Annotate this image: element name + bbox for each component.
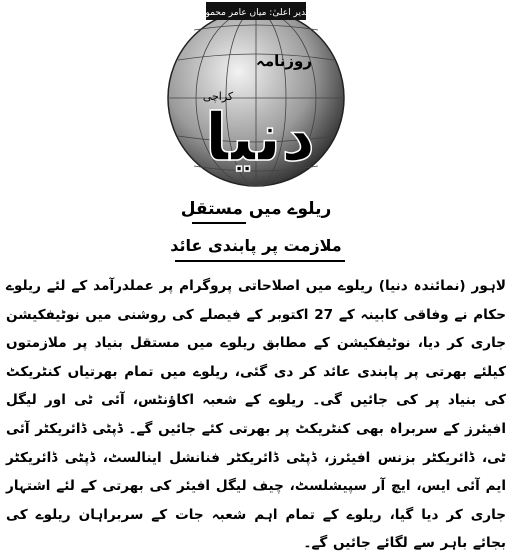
- headline-line-1: ریلوے میں مستقل: [180, 199, 332, 219]
- article-body: [6, 272, 506, 558]
- masthead-newspaper-name: دنیا: [204, 99, 316, 176]
- masthead-city-text: کراچی: [202, 90, 234, 103]
- headline-underline-1: [192, 222, 246, 224]
- headline-underline-2: [175, 260, 345, 262]
- globe-logo-graphic: [160, 0, 352, 188]
- newspaper-masthead-logo: [160, 0, 352, 188]
- article-paragraph: لاہور (نمائندہ دنیا) ریلوے میں اصلاحاتی پروگرام پر عملدرآمد کے لئے ریلوے حکام نے وفاقی کابینہ کے 27 اکتوبر کے فیصلے کی روشنی میں نوٹیفکیشن جاری کر دیا، نوٹیفکیشن کے مطابق ریلوے میں مستقل بنیاد پر ملازمتوں کیلئے بھرتی پر پابندی عائد کر دی گئی، ریلوے میں تمام بھرتیاں کنٹریکٹ کی بنیاد پر کی جائیں گی۔ ریلوے کے شعبہ اکاؤنٹس، آئی ٹی اور لیگل افیئرز کے سربراہ بھی کنٹریکٹ پر بھرتی کئے جائیں گے۔ ڈپٹی ڈائریکٹر آئی ٹی، ڈائریکٹر بزنس افیئرز، ڈپٹی ڈائریکٹر فنانشل اینالسٹ، ڈپٹی ڈائریکٹر ایم آئی ایس، ایچ آر سپیشلسٹ، چیف لیگل افیئر کی بھرتی کے لئے اشتہار جاری کر دیا گیا، ریلوے کے تمام اہم شعبہ جات کے سربراہان ریلوے کی بجائے باہر سے لگائے جائیں گے۔: [6, 278, 506, 552]
- headline-line-2: ملازمت پر پابندی عائد: [170, 236, 342, 255]
- editor-line-text: مدیر اعلیٰ: میاں عامر محمود: [201, 8, 311, 18]
- masthead-prefix-text: روزنامہ: [256, 52, 312, 70]
